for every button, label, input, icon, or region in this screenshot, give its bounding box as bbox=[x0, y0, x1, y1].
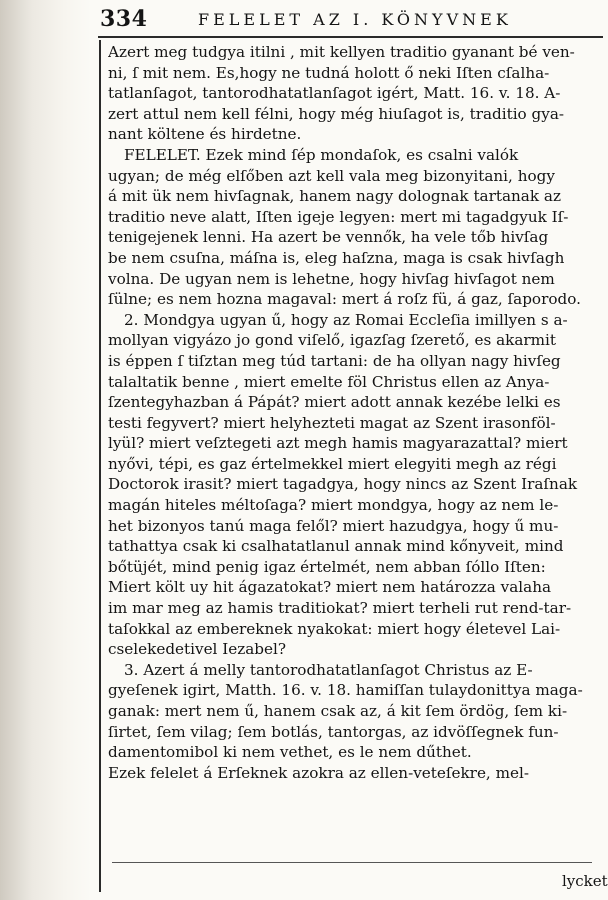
text-line: is éppen ſ tiſztan meg túd tartani: de ha ollyan nagy hivſeg bbox=[108, 351, 561, 370]
text-line: mollyan vigyázo jo gond viſelő, igazſag ſzerető, es akarmit bbox=[108, 331, 557, 350]
text-line: be nem csuſna, máſna is, eleg haſzna, maga is csak hivſagh bbox=[108, 248, 565, 267]
text-line: damentomibol ki nem vethet, es le nem dűthet. bbox=[108, 743, 472, 762]
text-line: Ezek felelet á Erſeknek azokra az ellen-veteſekre, mel- bbox=[108, 763, 529, 782]
text-line: Miert költ uy hit ágazatokat? miert nem határozza valaha bbox=[108, 578, 552, 597]
header-rule bbox=[98, 36, 603, 38]
body-text bbox=[108, 42, 600, 783]
text-line: zert attul nem kell félni, hogy még hiuſagot is, traditio gya- bbox=[108, 104, 565, 123]
page-number: 334 bbox=[100, 6, 148, 32]
margin-rule bbox=[99, 40, 101, 892]
text-line: traditio neve alatt, Iſten igeje legyen: mert mi tagadgyuk Iſ- bbox=[108, 207, 569, 226]
text-line: talaltatik benne , miert emelte föl Christus ellen az Anya- bbox=[108, 372, 550, 391]
text-line: magán hiteles méltoſaga? miert mondgya, hogy az nem le- bbox=[108, 496, 559, 515]
text-line: 3. Azert á melly tantorodhatatlanſagot Christus az E- bbox=[124, 660, 533, 679]
text-line: nyővi, tépi, es gaz értelmekkel miert elegyiti megh az régi bbox=[108, 454, 557, 473]
text-line: ſirtet, ſem vilag; ſem botlás, tantorgas, az idvöſſegnek fun- bbox=[108, 722, 559, 741]
text-line: ganak: mert nem ű, hanem csak az, á kit ſem ördög, ſem ki- bbox=[108, 702, 568, 720]
text-line: ugyan; de még elſőben azt kell vala meg bizonyitani, hogy bbox=[108, 166, 555, 185]
text-line: á mit ük nem hivſagnak, hanem nagy dolognak tartanak az bbox=[108, 187, 561, 206]
text-line: tathattya csak ki csalhatatlanul annak mind kőnyveit, mind bbox=[108, 537, 564, 556]
text-line: cselekedetivel Iezabel? bbox=[108, 640, 287, 659]
footer-rule bbox=[112, 862, 592, 863]
running-head: FELELET AZ I. KÖNYVNEK bbox=[198, 10, 512, 29]
text-line: taſokkal az embereknek nyakokat: miert hogy életevel Lai- bbox=[108, 619, 561, 638]
text-line: testi fegyvert? miert helyhezteti magat az Szent irasonföl- bbox=[108, 413, 556, 432]
binding-shadow bbox=[0, 0, 92, 900]
text-line: het bizonyos tanú maga felől? miert hazudgya, hogy ű mu- bbox=[108, 516, 559, 535]
text-line: bőtüjét, mind penig igaz értelmét, nem abban ſóllo Iſten: bbox=[108, 557, 546, 576]
text-line: ſzentegyhazban á Pápát? miert adott annak kezébe lelki es bbox=[108, 393, 561, 412]
text-line: nant költene és hirdetne. bbox=[108, 125, 302, 144]
text-line: Azert meg tudgya itilni , mit kellyen traditio gyanant bé ven- bbox=[108, 43, 575, 61]
text-line: 2. Mondgya ugyan ű, hogy az Romai Eccleſia imillyen s a- bbox=[124, 310, 568, 329]
text-line: tatlanſagot, tantorodhatatlanſagot igért, Matt. 16. v. 18. A- bbox=[108, 84, 561, 103]
text-line: Doctorok irasit? miert tagadgya, hogy nincs az Szent Iraſnak bbox=[108, 475, 578, 494]
catchword: lycket bbox=[562, 872, 608, 890]
text-line: ſülne; es nem hozna magaval: mert á roſz fü, á gaz, ſaporodo. bbox=[108, 290, 581, 309]
text-line: lyül? miert veſztegeti azt megh hamis magyarazattal? miert bbox=[108, 434, 568, 453]
text-line: FELELET. Ezek mind ſép mondaſok, es csalni valók bbox=[124, 145, 519, 164]
text-line: im mar meg az hamis traditiokat? miert terheli rut rend-tar- bbox=[108, 599, 572, 618]
text-line: tenigejenek lenni. Ha azert be vennők, ha vele tőb hivſag bbox=[108, 228, 549, 247]
text-line: gyeſenek igirt, Matth. 16. v. 18. hamiſſan tulaydonittya maga- bbox=[108, 681, 583, 700]
page-header bbox=[98, 6, 598, 36]
text-line: ni, ſ mit nem. Es,hogy ne tudná holott ő neki Iſten cſalha- bbox=[108, 63, 550, 82]
text-line: volna. De ugyan nem is lehetne, hogy hivſag hivſagot nem bbox=[108, 269, 555, 288]
